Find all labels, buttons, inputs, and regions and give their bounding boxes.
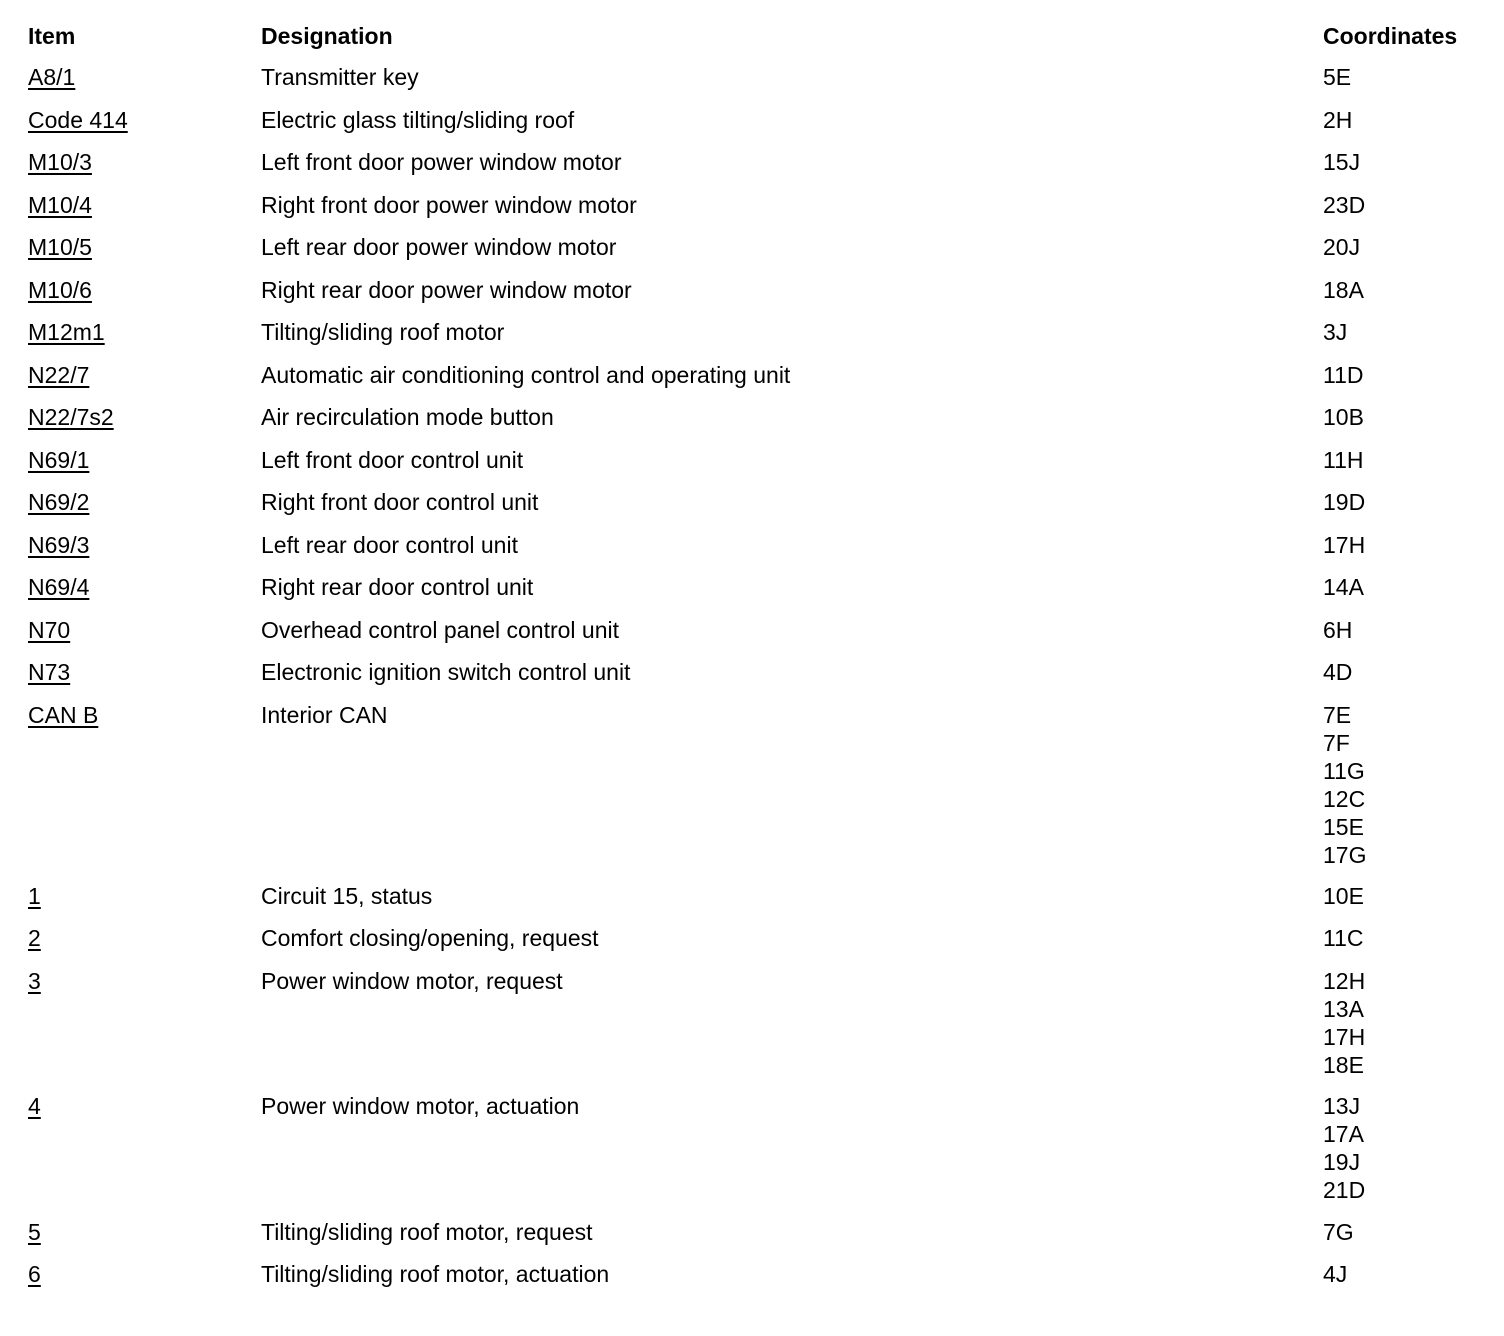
- legend-row: [0, 573, 1504, 616]
- designation-text: Right rear door power window motor: [261, 276, 632, 303]
- header-designation: Designation: [261, 23, 393, 49]
- designation-text: Air recirculation mode button: [261, 404, 554, 430]
- legend-row: [0, 658, 1504, 701]
- item-link[interactable]: 4: [28, 1093, 41, 1120]
- designation-text: Left front door control unit: [261, 446, 524, 473]
- coordinates-list: [1323, 882, 1364, 910]
- header-coordinates: Coordinates: [1323, 23, 1458, 49]
- designation-text: Electric glass tilting/sliding roof: [261, 106, 575, 133]
- coordinates-list: [1323, 1218, 1354, 1246]
- designation-text: Right front door control unit: [261, 489, 539, 515]
- legend-row: [0, 924, 1504, 967]
- designation-text: Tilting/sliding roof motor, actuation: [261, 1261, 610, 1288]
- item-link[interactable]: M10/5: [28, 234, 92, 260]
- designation-text: Comfort closing/opening, request: [261, 925, 599, 951]
- coordinate-value: 6H: [1323, 616, 1353, 643]
- designation-text: Circuit 15, status: [261, 882, 433, 909]
- item-link[interactable]: N69/1: [28, 446, 90, 473]
- legend-row: [0, 616, 1504, 659]
- item-link[interactable]: N69/2: [28, 489, 90, 515]
- legend-row: [0, 63, 1504, 106]
- coordinates-list: [1323, 233, 1360, 261]
- coordinate-value: 20J: [1323, 234, 1361, 260]
- item-link[interactable]: 3: [28, 967, 41, 994]
- coordinates-list: [1323, 446, 1364, 474]
- legend-row: [0, 488, 1504, 531]
- item-link[interactable]: N22/7s2: [28, 404, 114, 430]
- item-link[interactable]: N70: [28, 616, 71, 643]
- coordinate-value: 2H: [1323, 106, 1353, 133]
- item-link[interactable]: M10/3: [28, 149, 92, 175]
- coordinates-list: [1323, 106, 1352, 134]
- coordinate-value: 11G: [1323, 757, 1365, 784]
- legend-row: [0, 967, 1504, 1093]
- coordinate-value: 17G: [1323, 841, 1367, 868]
- legend-row: [0, 1092, 1504, 1218]
- coordinate-value: 18A: [1323, 276, 1364, 303]
- coordinates-list: [1323, 276, 1364, 304]
- legend-row: [0, 318, 1504, 361]
- designation-text: Left rear door power window motor: [261, 234, 617, 260]
- coordinate-value: 15E: [1323, 813, 1364, 840]
- legend-row: [0, 106, 1504, 149]
- legend-row: [0, 1260, 1504, 1303]
- designation-text: Tilting/sliding roof motor: [261, 319, 505, 345]
- coordinate-value: 11H: [1323, 446, 1364, 473]
- designation-text: Left front door power window motor: [261, 149, 622, 175]
- coordinate-value: 19D: [1323, 489, 1366, 515]
- coordinate-value: 3J: [1323, 319, 1348, 345]
- coordinate-value: 17H: [1323, 531, 1366, 558]
- coordinates-list: [1323, 531, 1365, 559]
- legend-row: [0, 148, 1504, 191]
- coordinates-list: [1323, 967, 1365, 1079]
- designation-text: Left rear door control unit: [261, 531, 518, 558]
- coordinate-value: 12H: [1323, 967, 1366, 994]
- coordinate-value: 11D: [1323, 361, 1364, 388]
- coordinate-value: 15J: [1323, 149, 1361, 175]
- legend-row: [0, 191, 1504, 234]
- designation-text: Power window motor, request: [261, 967, 563, 994]
- coordinates-list: [1323, 191, 1365, 219]
- designation-text: Transmitter key: [261, 64, 419, 90]
- coordinate-value: 21D: [1323, 1177, 1366, 1204]
- coordinate-value: 5E: [1323, 64, 1352, 90]
- coordinate-value: 7F: [1323, 729, 1350, 756]
- coordinate-value: 12C: [1323, 785, 1366, 812]
- coordinates-list: [1323, 148, 1360, 176]
- designation-text: Electronic ignition switch control unit: [261, 659, 631, 685]
- coordinate-value: 14A: [1323, 574, 1364, 600]
- item-link[interactable]: 2: [28, 925, 41, 951]
- item-link[interactable]: M10/6: [28, 276, 92, 303]
- coordinate-value: 17A: [1323, 1121, 1364, 1148]
- item-link[interactable]: A8/1: [28, 64, 76, 90]
- coordinates-list: [1323, 616, 1352, 644]
- coordinate-value: 7G: [1323, 1218, 1354, 1245]
- coordinates-list: [1323, 403, 1364, 431]
- legend-row: [0, 233, 1504, 276]
- item-link[interactable]: Code 414: [28, 106, 128, 133]
- item-link[interactable]: M10/4: [28, 191, 92, 218]
- item-link[interactable]: M12m1: [28, 319, 105, 345]
- item-link[interactable]: N22/7: [28, 361, 90, 388]
- item-link[interactable]: 6: [28, 1261, 41, 1288]
- designation-text: Right front door power window motor: [261, 191, 637, 218]
- coordinate-value: 13A: [1323, 995, 1364, 1022]
- coordinate-value: 4J: [1323, 1261, 1348, 1288]
- item-link[interactable]: 5: [28, 1218, 41, 1245]
- coordinates-list: [1323, 318, 1347, 346]
- item-link[interactable]: N69/3: [28, 531, 90, 558]
- coordinate-value: 7E: [1323, 701, 1352, 728]
- designation-text: Right rear door control unit: [261, 574, 534, 600]
- legend-row: [0, 403, 1504, 446]
- coordinates-list: [1323, 488, 1365, 516]
- legend-row: [0, 361, 1504, 404]
- designation-text: Overhead control panel control unit: [261, 616, 619, 643]
- designation-text: Interior CAN: [261, 701, 388, 728]
- designation-text: Power window motor, actuation: [261, 1093, 580, 1120]
- legend-row: [0, 276, 1504, 319]
- coordinate-value: 4D: [1323, 659, 1353, 685]
- coordinate-value: 10B: [1323, 404, 1364, 430]
- legend-rows: [0, 63, 1504, 1303]
- coordinates-list: [1323, 1260, 1347, 1288]
- legend-row: [0, 531, 1504, 574]
- coordinates-list: [1323, 63, 1351, 91]
- coordinate-value: 17H: [1323, 1023, 1366, 1050]
- legend-row: [0, 882, 1504, 925]
- item-link[interactable]: 1: [28, 882, 41, 909]
- coordinates-list: [1323, 573, 1364, 601]
- item-link[interactable]: CAN B: [28, 701, 99, 728]
- coordinate-value: 23D: [1323, 191, 1366, 218]
- designation-text: Automatic air conditioning control and operating unit: [261, 361, 791, 388]
- coordinates-list: [1323, 1092, 1365, 1204]
- designation-text: Tilting/sliding roof motor, request: [261, 1218, 593, 1245]
- coordinate-value: 11C: [1323, 925, 1364, 951]
- coordinates-list: [1323, 658, 1352, 686]
- coordinate-value: 10E: [1323, 882, 1364, 909]
- legend-row: [0, 701, 1504, 882]
- coordinates-list: [1323, 924, 1364, 952]
- item-link[interactable]: N73: [28, 659, 71, 685]
- coordinates-list: [1323, 701, 1366, 869]
- coordinates-list: [1323, 361, 1364, 389]
- item-link[interactable]: N69/4: [28, 574, 90, 600]
- legend-row: [0, 1218, 1504, 1261]
- header-item: Item: [28, 23, 76, 49]
- coordinate-value: 13J: [1323, 1093, 1361, 1120]
- coordinate-value: 18E: [1323, 1051, 1364, 1078]
- coordinate-value: 19J: [1323, 1149, 1361, 1176]
- legend-row: [0, 446, 1504, 489]
